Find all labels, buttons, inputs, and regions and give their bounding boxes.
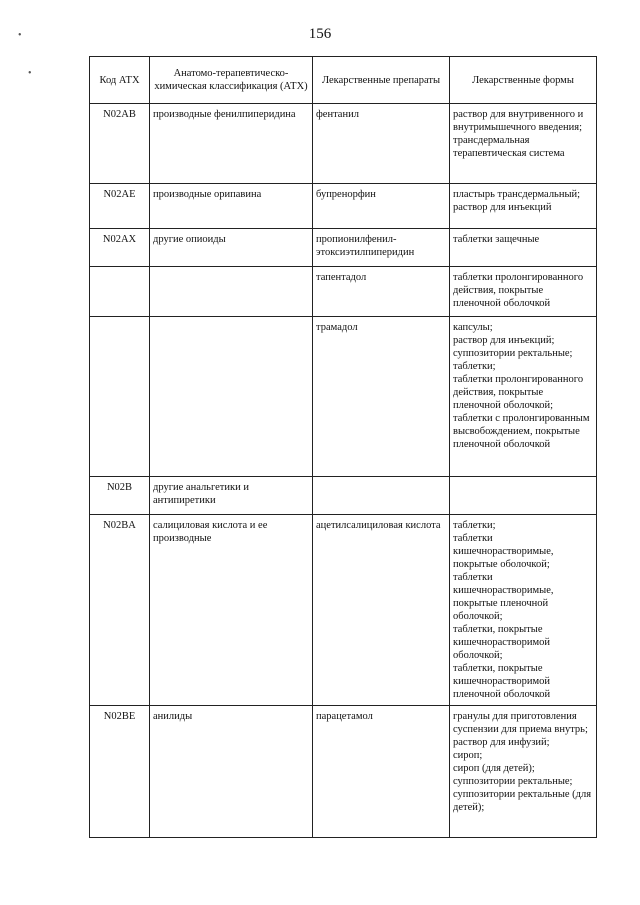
cell-forms: [450, 104, 597, 184]
dosage-form: раствор для инъекций: [453, 202, 552, 213]
cell-code: [90, 267, 150, 317]
dosage-form: таблетки кишечнорастворимые, покрытые пленочной оболочкой;: [453, 572, 554, 622]
cell-drug: трамадол: [313, 317, 450, 477]
table-row: [90, 477, 597, 515]
table-row: [90, 184, 597, 229]
cell-drug: фентанил: [313, 104, 450, 184]
cell-classification: [150, 267, 313, 317]
cell-forms: [450, 515, 597, 706]
cell-forms: [450, 184, 597, 229]
header-classification: Анатомо-терапевтическо-химическая классификация (АТХ): [150, 57, 313, 104]
cell-drug: пропионилфенил-этоксиэтилпиперидин: [313, 229, 450, 267]
page-number: 156: [308, 26, 332, 42]
cell-code: N02B: [90, 477, 150, 515]
dosage-form: капсулы;: [453, 322, 493, 333]
atx-table: [89, 56, 597, 838]
dosage-form: таблетки, покрытые кишечнорастворимой оболочкой;: [453, 624, 551, 661]
dosage-form: пластырь трансдермальный;: [453, 189, 581, 200]
dosage-form: таблетки пролонгированного действия, покрытые пленочной оболочкой;: [453, 374, 584, 411]
cell-forms: [450, 477, 597, 515]
cell-forms: [450, 317, 597, 477]
dosage-form: раствор для инфузий;: [453, 737, 550, 748]
scan-mark: •: [28, 68, 32, 79]
dosage-form: сироп;: [453, 750, 483, 761]
dosage-form: таблетки;: [453, 361, 496, 372]
cell-classification: другие анальгетики и антипиретики: [150, 477, 313, 515]
cell-drug: бупренорфин: [313, 184, 450, 229]
dosage-form: суппозитории ректальные (для детей);: [453, 789, 592, 813]
dosage-form: гранулы для приготовления суспензии для приема внутрь;: [453, 711, 588, 735]
header-code: Код АТХ: [90, 57, 150, 104]
dosage-form: таблетки защечные: [453, 234, 540, 245]
cell-classification: салициловая кислота и ее производные: [150, 515, 313, 706]
dosage-form: таблетки с пролонгированным высвобождением, покрытые пленочной оболочкой: [453, 413, 590, 450]
dosage-form: таблетки;: [453, 520, 496, 531]
table-row: [90, 267, 597, 317]
dosage-form: сироп (для детей);: [453, 763, 535, 774]
cell-code: N02AB: [90, 104, 150, 184]
cell-classification: производные фенилпиперидина: [150, 104, 313, 184]
cell-code: N02AX: [90, 229, 150, 267]
table-header-row: [90, 57, 597, 104]
cell-classification: другие опиоиды: [150, 229, 313, 267]
cell-code: N02BA: [90, 515, 150, 706]
dosage-form: таблетки пролонгированного действия, покрытые пленочной оболочкой: [453, 272, 584, 309]
dosage-form: суппозитории ректальные;: [453, 776, 573, 787]
cell-forms: [450, 267, 597, 317]
cell-code: N02BE: [90, 706, 150, 838]
cell-classification: [150, 317, 313, 477]
dosage-form: раствор для инъекций;: [453, 335, 555, 346]
table-row: [90, 104, 597, 184]
table-row: [90, 706, 597, 838]
dosage-form: трансдермальная терапевтическая система: [453, 135, 565, 159]
cell-code: [90, 317, 150, 477]
cell-drug: парацетамол: [313, 706, 450, 838]
header-forms: Лекарственные формы: [450, 57, 597, 104]
cell-code: N02AE: [90, 184, 150, 229]
table-row: [90, 515, 597, 706]
scan-mark: •: [18, 30, 22, 41]
dosage-form: раствор для внутривенного и внутримышечного введения;: [453, 109, 584, 133]
table-row: [90, 229, 597, 267]
cell-forms: [450, 229, 597, 267]
table-row: [90, 317, 597, 477]
dosage-form: таблетки, покрытые кишечнорастворимой пленочной оболочкой: [453, 663, 551, 700]
cell-forms: [450, 706, 597, 838]
dosage-form: таблетки кишечнорастворимые, покрытые оболочкой;: [453, 533, 554, 570]
cell-drug: [313, 477, 450, 515]
header-drugs: Лекарственные препараты: [313, 57, 450, 104]
cell-classification: производные орипавина: [150, 184, 313, 229]
cell-drug: ацетилсалициловая кислота: [313, 515, 450, 706]
cell-drug: тапентадол: [313, 267, 450, 317]
dosage-form: суппозитории ректальные;: [453, 348, 573, 359]
cell-classification: анилиды: [150, 706, 313, 838]
